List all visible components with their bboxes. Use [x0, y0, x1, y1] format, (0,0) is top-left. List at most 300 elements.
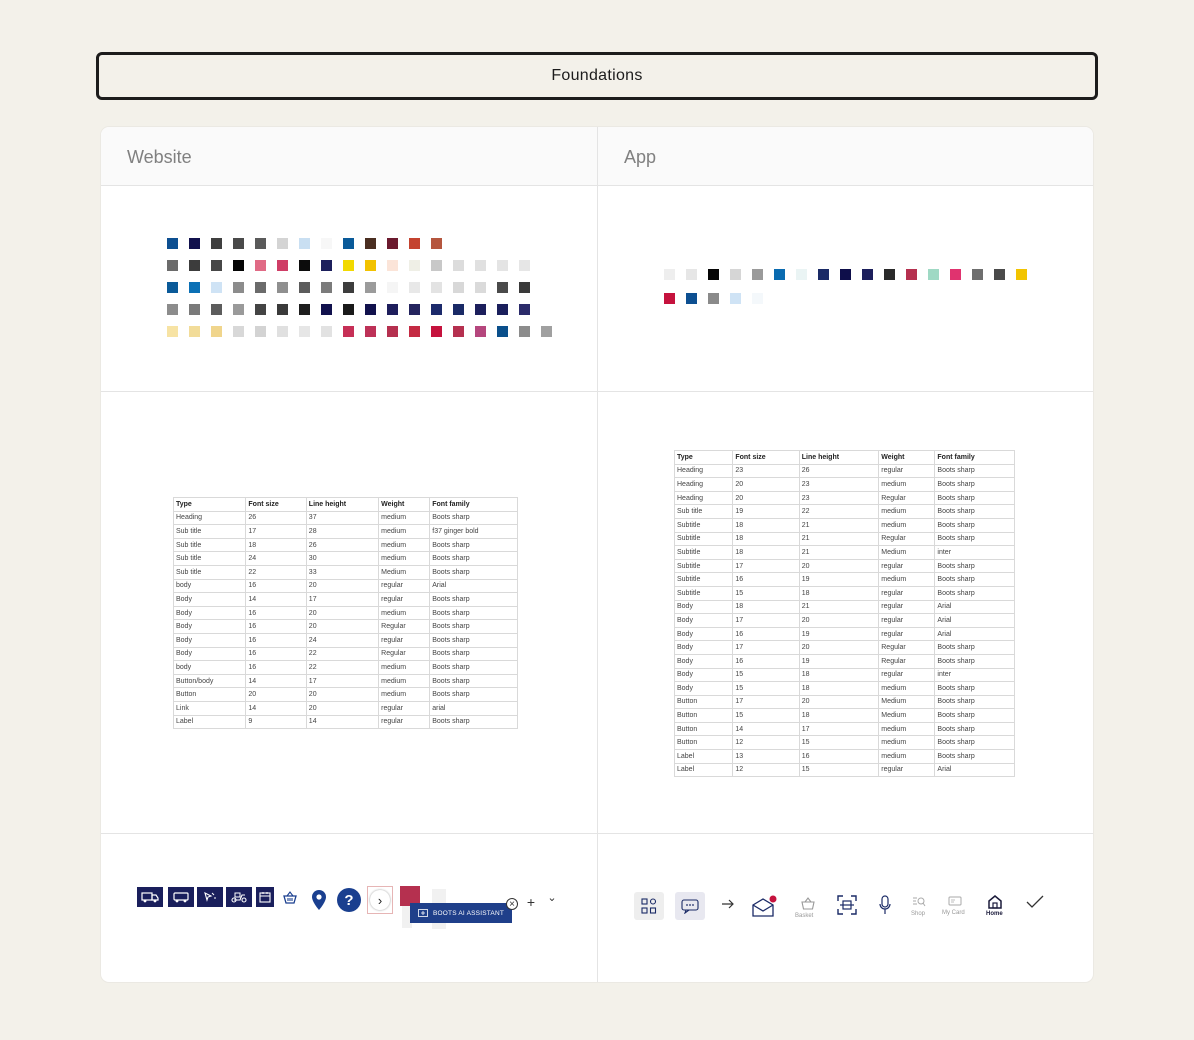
- color-swatch: [189, 238, 200, 249]
- color-swatch: [299, 282, 310, 293]
- color-swatch: [994, 269, 1005, 280]
- sparkle-icon: [418, 909, 428, 917]
- color-swatch: [167, 282, 178, 293]
- table-cell: Regular: [879, 532, 935, 546]
- color-swatch: [321, 238, 332, 249]
- scooter-delivery-icon[interactable]: [226, 887, 252, 907]
- color-swatch: [321, 326, 332, 337]
- color-swatch: [189, 282, 200, 293]
- color-swatch: [862, 269, 873, 280]
- table-cell: medium: [879, 573, 935, 587]
- column-header: Font size: [733, 451, 799, 465]
- column-header: Type: [675, 451, 733, 465]
- color-swatch: [233, 304, 244, 315]
- table-row: [675, 668, 1015, 682]
- table-cell: Boots sharp: [935, 505, 1015, 519]
- table-cell: 17: [733, 614, 799, 628]
- table-cell: Boots sharp: [430, 606, 518, 620]
- app-header-label: App: [624, 147, 657, 167]
- table-cell: Boots sharp: [430, 674, 518, 688]
- table-cell: 20: [799, 695, 879, 709]
- table-row: [675, 505, 1015, 519]
- table-cell: Boots sharp: [430, 688, 518, 702]
- foundations-panel: [101, 127, 1093, 982]
- color-swatch: [167, 304, 178, 315]
- table-cell: 16: [246, 579, 306, 593]
- table-cell: 14: [733, 722, 799, 736]
- table-cell: 20: [306, 579, 378, 593]
- table-cell: medium: [879, 736, 935, 750]
- table-cell: 26: [799, 464, 879, 478]
- table-row: [675, 491, 1015, 505]
- help-icon[interactable]: ?: [337, 888, 361, 912]
- table-cell: Label: [675, 750, 733, 764]
- table-cell: inter: [935, 668, 1015, 682]
- color-swatch: [255, 304, 266, 315]
- table-cell: Boots sharp: [935, 695, 1015, 709]
- table-cell: 17: [733, 559, 799, 573]
- color-swatch: [321, 260, 332, 271]
- table-cell: regular: [879, 668, 935, 682]
- color-swatch: [343, 282, 354, 293]
- color-swatch: [277, 282, 288, 293]
- color-swatch: [409, 260, 420, 271]
- table-row: [675, 518, 1015, 532]
- table-cell: 16: [246, 633, 306, 647]
- color-swatch: [906, 269, 917, 280]
- table-cell: 16: [246, 606, 306, 620]
- table-cell: Boots sharp: [430, 715, 518, 729]
- color-swatch: [519, 304, 530, 315]
- color-swatch: [431, 238, 442, 249]
- table-cell: Boots sharp: [430, 661, 518, 675]
- table-cell: 20: [246, 688, 306, 702]
- next-arrow-button[interactable]: [367, 886, 393, 914]
- table-cell: Body: [675, 600, 733, 614]
- table-cell: medium: [379, 606, 430, 620]
- table-cell: Body: [174, 633, 246, 647]
- table-row: [675, 464, 1015, 478]
- color-swatch: [167, 260, 178, 271]
- column-header: Line height: [306, 498, 378, 512]
- table-cell: regular: [379, 715, 430, 729]
- table-cell: Boots sharp: [935, 518, 1015, 532]
- table-cell: 18: [733, 532, 799, 546]
- color-swatch: [387, 326, 398, 337]
- color-swatch: [928, 269, 939, 280]
- table-cell: medium: [379, 688, 430, 702]
- table-cell: 18: [799, 682, 879, 696]
- table-cell: Boots sharp: [935, 722, 1015, 736]
- table-cell: 18: [799, 586, 879, 600]
- table-cell: Heading: [675, 478, 733, 492]
- table-cell: Boots sharp: [430, 552, 518, 566]
- color-swatch: [211, 304, 222, 315]
- table-cell: Boots sharp: [935, 641, 1015, 655]
- table-cell: 16: [733, 573, 799, 587]
- table-cell: 17: [799, 722, 879, 736]
- color-swatch: [541, 326, 552, 337]
- color-swatch: [365, 238, 376, 249]
- table-cell: body: [174, 661, 246, 675]
- color-swatch: [475, 326, 486, 337]
- table-row: [675, 614, 1015, 628]
- arrow-right-icon[interactable]: [720, 896, 736, 912]
- plus-icon[interactable]: +: [526, 894, 536, 910]
- table-cell: 15: [799, 736, 879, 750]
- table-cell: 18: [733, 546, 799, 560]
- color-swatch: [884, 269, 895, 280]
- table-cell: Boots sharp: [430, 593, 518, 607]
- table-cell: Label: [174, 715, 246, 729]
- color-swatch: [387, 282, 398, 293]
- scan-icon[interactable]: [836, 894, 858, 916]
- color-swatch: [365, 326, 376, 337]
- table-cell: Boots sharp: [430, 511, 518, 525]
- color-swatch: [686, 269, 697, 280]
- table-cell: Body: [675, 627, 733, 641]
- website-icons-cell: [101, 834, 597, 982]
- table-cell: Button: [675, 695, 733, 709]
- app-typography-cell: [597, 392, 1093, 834]
- table-cell: Arial: [935, 627, 1015, 641]
- color-swatch: [752, 269, 763, 280]
- color-swatch: [453, 260, 464, 271]
- table-row: [174, 647, 518, 661]
- table-cell: arial: [430, 701, 518, 715]
- table-cell: 18: [799, 709, 879, 723]
- table-cell: 14: [306, 715, 378, 729]
- table-cell: Subtitle: [675, 518, 733, 532]
- table-row: [174, 579, 518, 593]
- table-cell: Sub title: [174, 538, 246, 552]
- home-icon[interactable]: [987, 894, 1003, 910]
- table-cell: 16: [799, 750, 879, 764]
- table-cell: 37: [306, 511, 378, 525]
- table-cell: regular: [879, 600, 935, 614]
- table-cell: 17: [246, 525, 306, 539]
- van-icon[interactable]: [168, 887, 194, 907]
- table-cell: 30: [306, 552, 378, 566]
- color-swatch: [950, 269, 961, 280]
- calendar-icon[interactable]: [256, 887, 274, 907]
- website-header-label: Website: [127, 147, 192, 167]
- ai-assistant-button[interactable]: [410, 903, 512, 923]
- table-cell: 14: [246, 674, 306, 688]
- table-cell: 21: [799, 546, 879, 560]
- table-cell: 24: [306, 633, 378, 647]
- table-cell: Boots sharp: [430, 647, 518, 661]
- table-row: [174, 715, 518, 729]
- table-cell: Boots sharp: [935, 559, 1015, 573]
- color-swatch: [708, 293, 719, 304]
- table-cell: Boots sharp: [430, 538, 518, 552]
- table-cell: Subtitle: [675, 546, 733, 560]
- table-cell: Boots sharp: [935, 491, 1015, 505]
- basket-icon[interactable]: [282, 889, 298, 905]
- table-cell: 16: [733, 654, 799, 668]
- table-cell: Button: [675, 722, 733, 736]
- table-row: [675, 709, 1015, 723]
- table-cell: 13: [733, 750, 799, 764]
- table-cell: 15: [733, 709, 799, 723]
- column-header: Type: [174, 498, 246, 512]
- table-row: [675, 546, 1015, 560]
- table-cell: Body: [675, 668, 733, 682]
- table-cell: medium: [379, 661, 430, 675]
- table-cell: 22: [246, 565, 306, 579]
- table-cell: Subtitle: [675, 573, 733, 587]
- table-cell: regular: [379, 633, 430, 647]
- table-cell: Heading: [675, 464, 733, 478]
- color-swatch: [321, 304, 332, 315]
- click-collect-icon[interactable]: [197, 887, 223, 907]
- table-cell: 18: [799, 668, 879, 682]
- color-swatch: [453, 304, 464, 315]
- table-cell: Boots sharp: [935, 682, 1015, 696]
- table-cell: 28: [306, 525, 378, 539]
- color-swatch: [277, 260, 288, 271]
- chevron-right-icon: ›: [370, 890, 390, 910]
- color-swatch: [299, 326, 310, 337]
- table-row: [675, 736, 1015, 750]
- table-cell: body: [174, 579, 246, 593]
- table-cell: medium: [379, 525, 430, 539]
- color-swatch: [453, 326, 464, 337]
- table-cell: inter: [935, 546, 1015, 560]
- table-cell: 17: [306, 674, 378, 688]
- table-cell: Medium: [379, 565, 430, 579]
- table-row: [675, 682, 1015, 696]
- table-cell: Boots sharp: [935, 654, 1015, 668]
- color-swatch: [211, 326, 222, 337]
- table-row: [675, 559, 1015, 573]
- color-swatch: [972, 269, 983, 280]
- color-swatch: [277, 238, 288, 249]
- table-cell: regular: [379, 579, 430, 593]
- table-cell: 16: [246, 620, 306, 634]
- color-swatch: [519, 260, 530, 271]
- color-swatch: [233, 326, 244, 337]
- table-cell: 20: [799, 614, 879, 628]
- color-swatch: [818, 269, 829, 280]
- column-header: Line height: [799, 451, 879, 465]
- table-row: [174, 538, 518, 552]
- color-swatch: [167, 238, 178, 249]
- column-header: Font family: [935, 451, 1015, 465]
- delivery-truck-icon[interactable]: [137, 887, 163, 907]
- color-swatch: [497, 304, 508, 315]
- color-swatch: [387, 238, 398, 249]
- color-swatch: [409, 304, 420, 315]
- table-cell: 21: [799, 600, 879, 614]
- table-row: [174, 525, 518, 539]
- color-swatch: [664, 269, 675, 280]
- table-cell: 17: [733, 641, 799, 655]
- color-swatch: [409, 238, 420, 249]
- color-swatch: [211, 260, 222, 271]
- home-label: Home: [986, 911, 1003, 917]
- table-cell: 22: [799, 505, 879, 519]
- column-header: Weight: [379, 498, 430, 512]
- table-cell: medium: [879, 518, 935, 532]
- color-swatch: [365, 304, 376, 315]
- table-cell: 18: [733, 600, 799, 614]
- table-cell: Boots sharp: [430, 565, 518, 579]
- table-cell: 33: [306, 565, 378, 579]
- table-cell: medium: [879, 478, 935, 492]
- color-swatch: [167, 326, 178, 337]
- color-swatch: [708, 269, 719, 280]
- table-cell: Regular: [879, 641, 935, 655]
- table-cell: medium: [879, 505, 935, 519]
- basket-label: Basket: [795, 913, 814, 919]
- table-cell: 23: [733, 464, 799, 478]
- color-swatch: [211, 238, 222, 249]
- table-cell: medium: [379, 538, 430, 552]
- table-header-row: [675, 451, 1015, 465]
- color-swatch: [299, 260, 310, 271]
- envelope-notification-icon[interactable]: [749, 894, 779, 920]
- app-column-header: [597, 127, 1093, 186]
- column-header: Font size: [246, 498, 306, 512]
- table-cell: 22: [306, 647, 378, 661]
- foundations-title: Foundations: [96, 52, 1098, 100]
- table-row: [675, 750, 1015, 764]
- website-color-swatches: [167, 238, 552, 337]
- table-cell: Button: [675, 709, 733, 723]
- table-cell: Body: [675, 654, 733, 668]
- color-swatch: [233, 238, 244, 249]
- close-icon[interactable]: ×: [506, 898, 518, 910]
- table-cell: 15: [799, 763, 879, 777]
- table-cell: Sub title: [174, 525, 246, 539]
- basket-icon[interactable]: [798, 894, 818, 912]
- table-cell: f37 ginger bold: [430, 525, 518, 539]
- loyalty-card-icon[interactable]: [947, 895, 963, 907]
- table-cell: Medium: [879, 709, 935, 723]
- table-cell: Boots sharp: [935, 736, 1015, 750]
- table-cell: regular: [379, 701, 430, 715]
- table-row: [675, 573, 1015, 587]
- color-swatch: [730, 269, 741, 280]
- table-cell: regular: [879, 586, 935, 600]
- table-cell: Arial: [430, 579, 518, 593]
- shop-icon[interactable]: [911, 895, 927, 909]
- table-cell: Regular: [379, 647, 430, 661]
- table-cell: Sub title: [174, 552, 246, 566]
- table-row: [174, 661, 518, 675]
- column-header: Weight: [879, 451, 935, 465]
- app-color-swatches: [664, 269, 1027, 304]
- table-row: [174, 688, 518, 702]
- table-cell: Sub title: [174, 565, 246, 579]
- table-cell: Button/body: [174, 674, 246, 688]
- table-row: [675, 478, 1015, 492]
- table-cell: Body: [675, 641, 733, 655]
- table-cell: 18: [733, 518, 799, 532]
- color-swatch: [365, 282, 376, 293]
- table-row: [174, 620, 518, 634]
- color-swatch: [475, 260, 486, 271]
- color-swatch: [211, 282, 222, 293]
- color-swatch: [774, 269, 785, 280]
- table-cell: Button: [675, 736, 733, 750]
- table-cell: regular: [379, 593, 430, 607]
- table-cell: Heading: [174, 511, 246, 525]
- table-cell: Button: [174, 688, 246, 702]
- table-cell: 16: [733, 627, 799, 641]
- table-cell: Sub title: [675, 505, 733, 519]
- table-row: [174, 701, 518, 715]
- color-swatch: [431, 282, 442, 293]
- color-swatch: [233, 282, 244, 293]
- color-swatch: [686, 293, 697, 304]
- chat-icon[interactable]: [675, 892, 705, 920]
- table-cell: 20: [799, 559, 879, 573]
- table-cell: 16: [246, 661, 306, 675]
- table-cell: regular: [879, 627, 935, 641]
- color-swatch: [431, 260, 442, 271]
- color-swatch: [519, 282, 530, 293]
- color-swatch: [343, 326, 354, 337]
- microphone-icon[interactable]: [877, 894, 893, 916]
- color-swatch: [255, 326, 266, 337]
- checkmark-icon[interactable]: [1025, 894, 1045, 910]
- table-cell: 18: [246, 538, 306, 552]
- color-swatch: [730, 293, 741, 304]
- table-row: [675, 695, 1015, 709]
- table-cell: regular: [879, 614, 935, 628]
- table-cell: Medium: [879, 695, 935, 709]
- website-color-palette-cell: [101, 186, 597, 392]
- table-cell: 19: [733, 505, 799, 519]
- ai-assistant-label: BOOTS AI ASSISTANT: [433, 909, 505, 917]
- table-cell: 23: [799, 491, 879, 505]
- table-cell: Body: [174, 593, 246, 607]
- chevron-down-icon[interactable]: ⌄: [547, 891, 557, 904]
- table-cell: 21: [799, 532, 879, 546]
- table-cell: Arial: [935, 600, 1015, 614]
- table-cell: Boots sharp: [430, 620, 518, 634]
- table-cell: Heading: [675, 491, 733, 505]
- table-cell: 20: [306, 701, 378, 715]
- color-swatch: [519, 326, 530, 337]
- color-swatch: [343, 260, 354, 271]
- table-cell: 17: [733, 695, 799, 709]
- table-cell: medium: [379, 674, 430, 688]
- table-cell: 15: [733, 586, 799, 600]
- color-swatch: [497, 282, 508, 293]
- table-cell: 26: [246, 511, 306, 525]
- table-row: [675, 600, 1015, 614]
- color-swatch: [431, 304, 442, 315]
- categories-icon[interactable]: [634, 892, 664, 920]
- app-icons-cell: [597, 834, 1093, 982]
- table-row: [675, 763, 1015, 777]
- table-row: [174, 633, 518, 647]
- table-row: [174, 606, 518, 620]
- website-typography-table: [173, 497, 518, 729]
- table-cell: Boots sharp: [935, 750, 1015, 764]
- color-swatch: [453, 282, 464, 293]
- table-row: [174, 552, 518, 566]
- location-pin-icon[interactable]: [310, 888, 328, 912]
- color-swatch: [497, 260, 508, 271]
- color-swatch: [189, 260, 200, 271]
- table-cell: medium: [879, 682, 935, 696]
- color-swatch: [277, 326, 288, 337]
